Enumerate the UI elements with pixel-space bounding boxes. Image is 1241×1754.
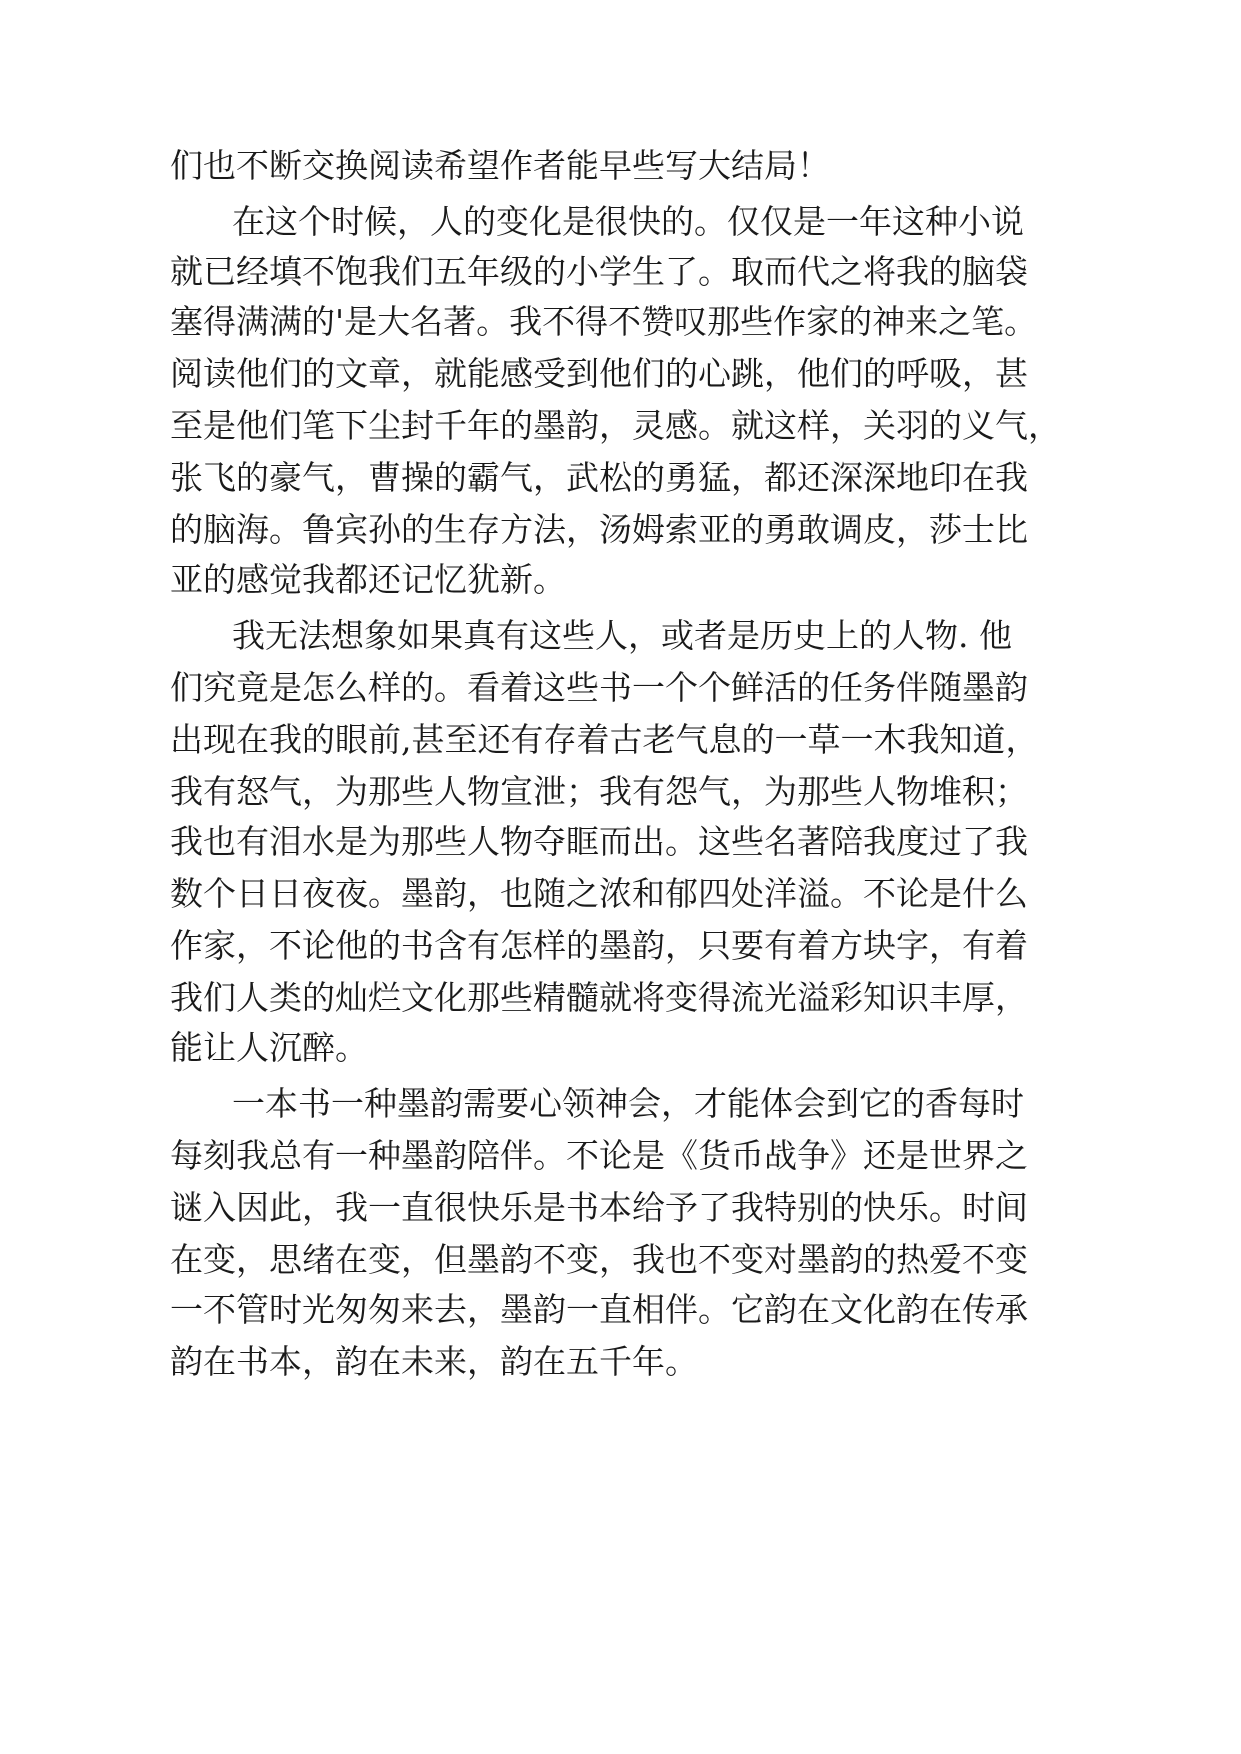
text-line: 谜入因此，我一直很快乐是书本给予了我特别的快乐。时间: [170, 1188, 1028, 1227]
text-line: 我有怒气，为那些人物宣泄；我有怨气，为那些人物堆积；: [170, 772, 1028, 811]
text-line: 我也有泪水是为那些人物夺眶而出。这些名著陪我度过了我: [170, 822, 1028, 861]
text-line: 们究竟是怎么样的。看着这些书一个个鲜活的任务伴随墨韵: [170, 668, 1028, 707]
text-line: 能让人沉醉。: [170, 1028, 368, 1067]
paragraph-first-line: 一本书一种墨韵需要心领神会，才能体会到它的香每时: [232, 1084, 1024, 1123]
text-line: 的脑海。鲁宾孙的生存方法，汤姆索亚的勇敢调皮，莎士比: [170, 510, 1028, 549]
text-line: 出现在我的眼前,甚至还有存着古老气息的一草一木我知道，: [170, 720, 1039, 759]
text-line: 张飞的豪气，曹操的霸气，武松的勇猛，都还深深地印在我: [170, 458, 1028, 497]
text-line: 至是他们笔下尘封千年的墨韵，灵感。就这样，关羽的义气，: [170, 406, 1061, 445]
text-line: 每刻我总有一种墨韵陪伴。不论是《货币战争》还是世界之: [170, 1136, 1028, 1175]
text-line: 韵在书本，韵在未来，韵在五千年。: [170, 1342, 698, 1381]
paragraph-first-line: 在这个时候，人的变化是很快的。仅仅是一年这种小说: [232, 202, 1024, 241]
text-line: 亚的感觉我都还记忆犹新。: [170, 560, 566, 599]
text-line: 数个日日夜夜。墨韵，也随之浓和郁四处洋溢。不论是什么: [170, 874, 1028, 913]
text-line: 阅读他们的文章，就能感受到他们的心跳，他们的呼吸，甚: [170, 354, 1028, 393]
text-line: 在变，思绪在变，但墨韵不变，我也不变对墨韵的热爱不变: [170, 1240, 1028, 1279]
text-line: 我们人类的灿烂文化那些精髓就将变得流光溢彩知识丰厚，: [170, 978, 1028, 1017]
text-line: 一不管时光匆匆来去，墨韵一直相伴。它韵在文化韵在传承: [170, 1290, 1028, 1329]
text-line: 就已经填不饱我们五年级的小学生了。取而代之将我的脑袋: [170, 252, 1028, 291]
text-line: 塞得满满的'是大名著。我不得不赞叹那些作家的神来之笔。: [170, 302, 1038, 341]
text-line: 作家，不论他的书含有怎样的墨韵，只要有着方块字，有着: [170, 926, 1028, 965]
paragraph-first-line: 我无法想象如果真有这些人，或者是历史上的人物. 他: [232, 616, 1012, 655]
text-line: 们也不断交换阅读希望作者能早些写大结局！: [170, 146, 830, 185]
